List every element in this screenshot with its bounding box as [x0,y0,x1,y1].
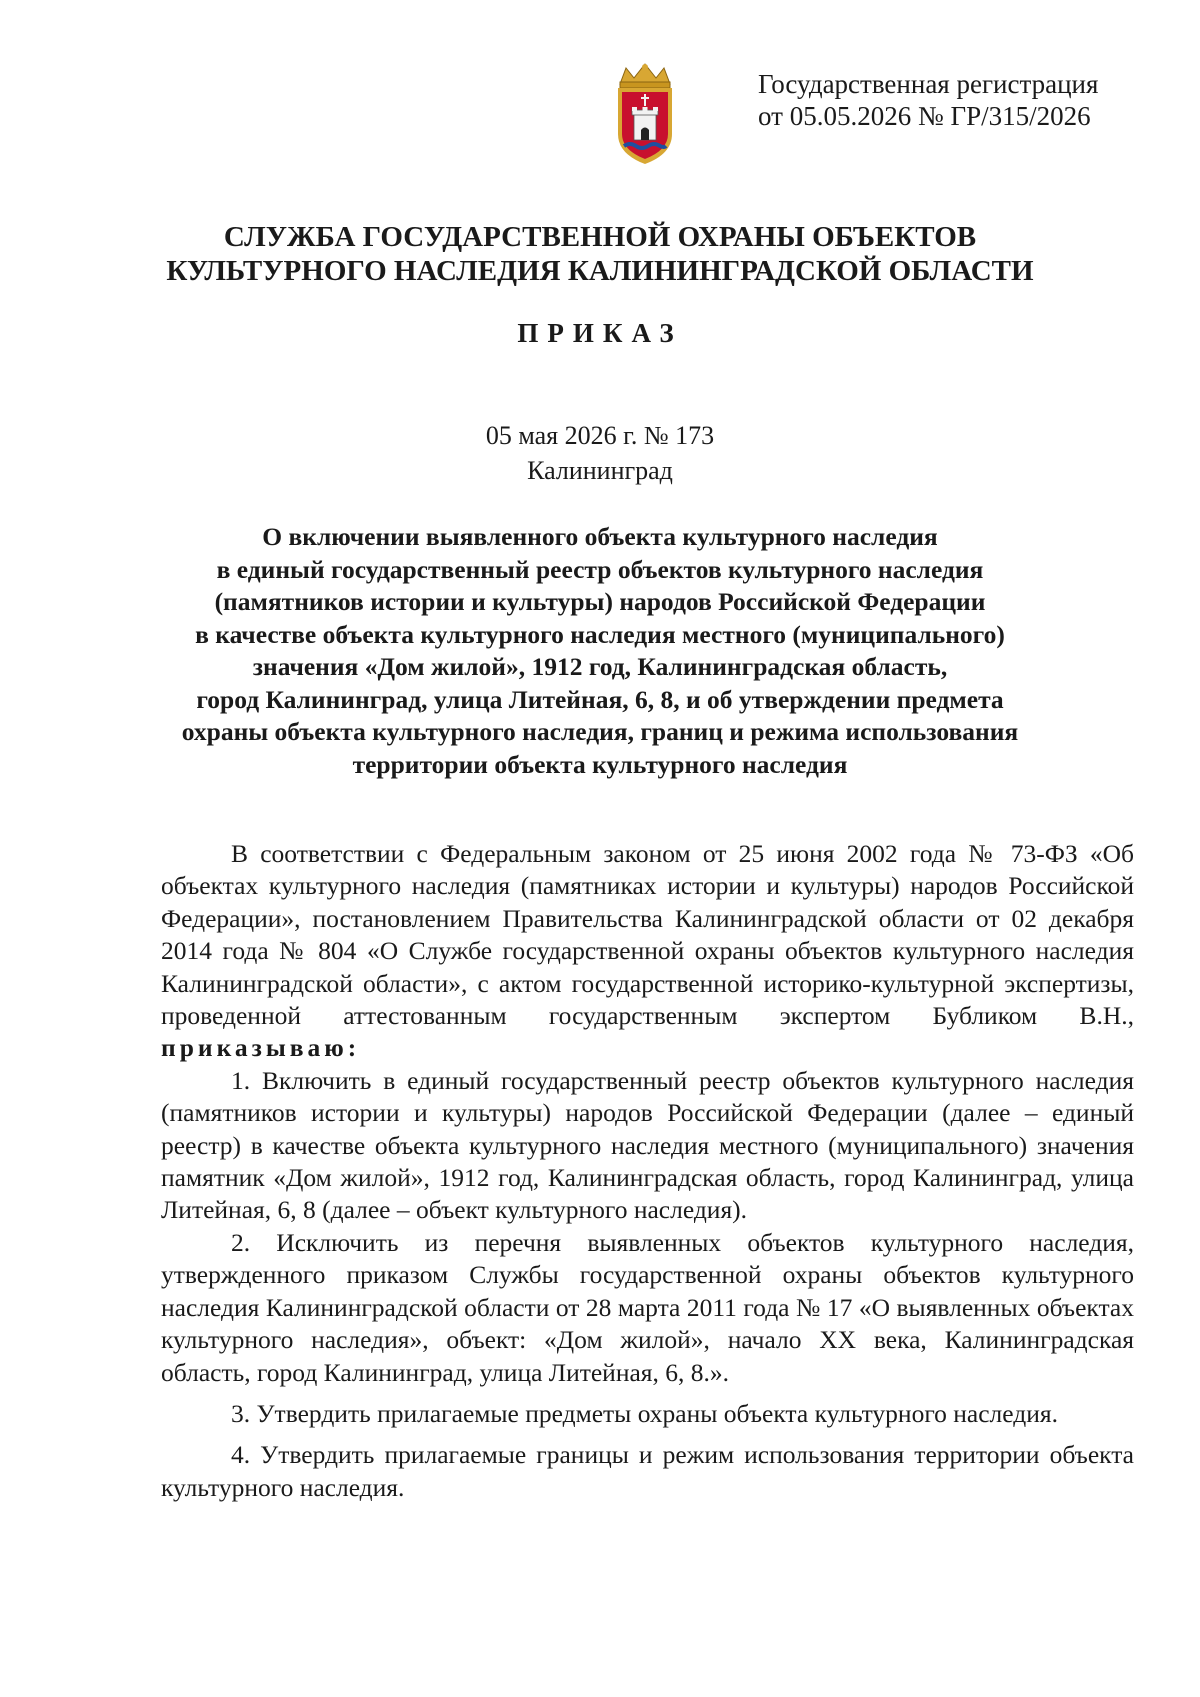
order-city: Калининград [527,456,673,485]
document-type-title: ПРИКАЗ [517,318,683,348]
registration-title: Государственная регистрация [758,69,1099,99]
date-place-block [0,418,1200,488]
preamble-paragraph [161,838,1134,1065]
order-date-number: 05 мая 2026 г. № 173 [485,421,715,450]
subject-line: охраны объекта культурного наследия, границ и режима использования [181,717,1019,746]
order-item-1: 1. Включить в единый государственный реестр объектов культурного наследия (памятников истории и культуры) народов Российской Федерации (далее – единый реестр) в качестве объекта культурного наследия местного (муниципального) значения памятник «Дом жилой», 1912 год, Калининградская область, город Калининград, улица Литейная, 6, 8 (далее – объект культурного наследия). [161,1065,1134,1225]
agency-name-line-2: КУЛЬТУРНОГО НАСЛЕДИЯ КАЛИНИНГРАДСКОЙ ОБЛАСТИ [166,255,1034,287]
registration-stamp [758,68,1098,132]
registration-number: от 05.05.2026 № ГР/315/2026 [758,101,1091,131]
subject-line: О включении выявленного объекта культурного наследия [262,522,938,551]
order-item-4: 4. Утвердить прилагаемые границы и режим использования территории объекта культурного наследия. [161,1440,1134,1502]
subject-line: в единый государственный реестр объектов культурного наследия [216,554,984,584]
order-body [161,838,1134,1504]
order-item-3: 3. Утвердить прилагаемые предметы охраны объекта культурного наследия. [231,1398,1058,1428]
subject-line: (памятников истории и культуры) народов Российской Федерации [214,587,986,616]
subject-line: в качестве объекта культурного наследия местного (муниципального) [195,619,1005,649]
order-item-2: 2. Исключить из перечня выявленных объектов культурного наследия, утвержденного приказом Службы государственной охраны объектов культурного наследия Калининградской области от 28 марта 2011 года № 17 «О выявленных объектах культурного наследия», объект: «Дом жилой», начало XX века, Калининградская область, город Калининград, улица Литейная, 6, 8.». [161,1227,1134,1387]
subject-line: территории объекта культурного наследия [352,749,848,779]
preamble-text: В соответствии с Федеральным законом от 25 июня 2002 года № 73-ФЗ «Об объектах культурного наследия (памятниках истории и культуры) народов Российской Федерации», постановлением Правительства Калининградской области от 02 декабря 2014 года № 804 «О Службе государственной охраны объектов культурного наследия Калининградской области», с актом государственной историко-культурной экспертизы, проведенной аттестованным государственным экспертом Бубликом В.Н., [161,839,1134,1031]
order-subject-heading [0,521,1200,781]
subject-line: значения «Дом жилой», 1912 год, Калининградская область, [252,652,948,681]
coat-of-arms-emblem [608,62,682,168]
order-word: приказываю: [161,1033,361,1063]
agency-name-line-1: СЛУЖБА ГОСУДАРСТВЕННОЙ ОХРАНЫ ОБЪЕКТОВ [223,221,977,253]
agency-name [0,220,1200,288]
subject-line: город Калининград, улица Литейная, 6, 8, и об утверждении предмета [196,684,1004,714]
